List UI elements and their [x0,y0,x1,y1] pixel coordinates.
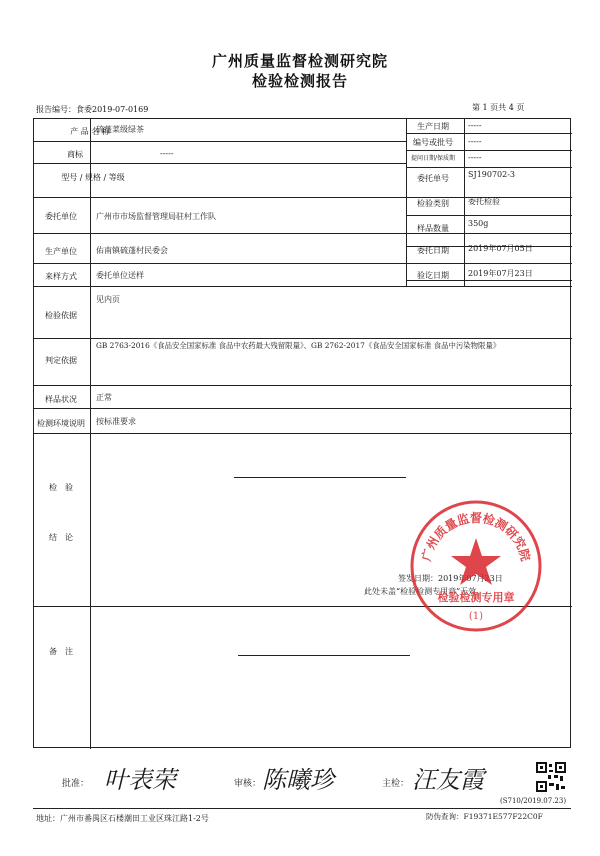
doc-code: (S710/2019.07.23) [500,797,567,805]
product-name: 硫蓬菜级绿茶 [96,125,144,134]
trademark-label: 商标 [67,150,83,159]
review-label: 审核： [234,779,262,789]
criteria: GB 2763-2016《食品安全国家标准 食品中农药最大残留限量》、GB 2762-2017《食品安全国家标准 食品中污染物限量》 [96,341,501,350]
seal-star-icon [451,538,501,585]
condition-label: 样品状况 [45,395,77,404]
svg-text:(1): (1) [468,611,484,622]
prod-date-label: 生产日期 [417,122,449,131]
client: 广州市市场监督管理局驻村工作队 [96,212,216,221]
env: 按标准要求 [96,417,136,426]
page-indicator: 第 1 页共 4 页 [472,103,525,112]
issue-date: 签发日期：2019年07月23日 [398,574,503,583]
result-line [234,477,406,478]
model-label: 型号 / 规格 / 等级 [61,173,125,182]
remark-label: 备 注 [49,647,73,656]
entrust-no: SJ190702-3 [468,170,516,179]
approve-signature: 叶表荣 [104,766,176,794]
finish-date-label: 验讫日期 [417,271,449,280]
env-label: 检测环境说明 [37,419,85,428]
batch: ----- [468,137,482,146]
criteria-label: 判定依据 [45,356,77,365]
sample-qty: 350g [468,219,489,228]
basis-label: 检验依据 [45,311,77,320]
seal-note: 此处未盖“检验检测专用章”无效。 [364,587,485,596]
sampling-label: 来样方式 [45,272,77,281]
footer-divider [33,808,571,809]
shelf: ----- [468,153,482,162]
address: 地址：广州市番禺区石楼潮田工业区珠江路1-2号 [36,814,209,823]
seal-ring-text: 广州质量监督检测研究院 [419,511,533,563]
entrust-date-label: 委托日期 [417,246,449,255]
test-type: 委托检验 [468,197,500,206]
check-label: 主检： [382,779,410,789]
report-title: 检验检测报告 [251,72,348,90]
producer: 佑南镇硫蓬村民委会 [96,246,168,255]
sample-qty-label: 样品数量 [417,224,449,233]
check-signature: 汪友霞 [412,766,484,794]
product-name-label: 产 品 名 称 [70,127,110,136]
anti-fake: 防伪查询：F19371E577F22C0F [426,812,543,821]
prod-date: ----- [468,121,482,130]
trademark: ----- [160,149,174,158]
approve-label: 批准： [62,779,90,789]
basis: 见内页 [96,295,120,304]
report-number: 报告编号：食委2019-07-0169 [36,105,149,114]
result-label-1: 检 验 [49,483,73,492]
client-label: 委托单位 [45,212,77,221]
producer-label: 生产单位 [45,247,77,256]
finish-date: 2019年07月23日 [468,269,533,278]
batch-label: 编号或批号 [413,138,453,147]
remark-line [238,655,410,656]
condition: 正常 [96,393,112,402]
shelf-label: 提问日期/保质期 [410,155,456,162]
svg-text:检验检测专用章: 检验检测专用章 [437,591,515,604]
result-label-2: 结 论 [49,533,73,542]
sampling: 委托单位送样 [96,271,144,280]
qr-code-icon [536,762,566,792]
entrust-no-label: 委托单号 [417,174,449,183]
entrust-date: 2019年07月05日 [468,244,533,253]
review-signature: 陈曦珍 [262,766,334,794]
test-type-label: 检验类别 [417,199,449,208]
org-title: 广州质量监督检测研究院 [211,52,388,70]
official-seal [408,498,544,634]
